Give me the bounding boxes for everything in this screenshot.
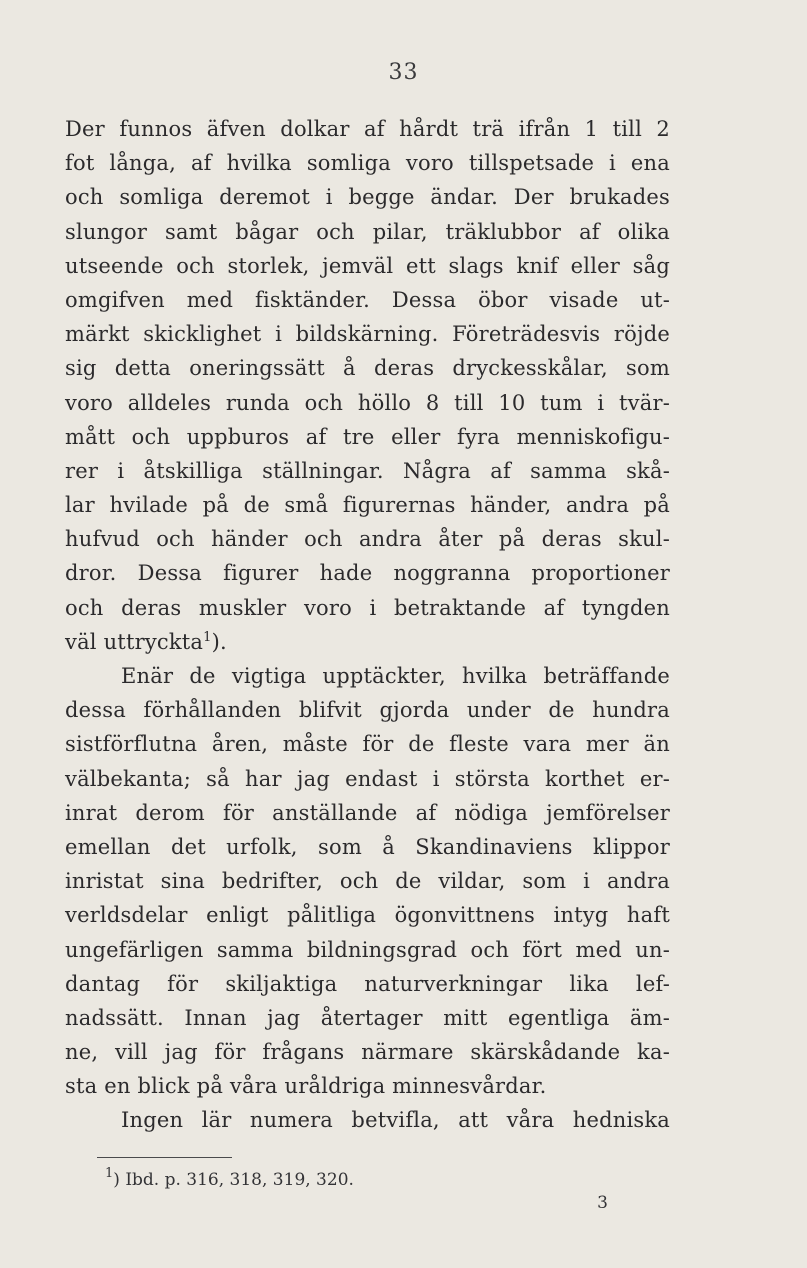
text-line-content: Der funnos äfven dolkar af hårdt trä ifrån 1 till 2	[65, 117, 670, 141]
footnote-marker: 1	[105, 1166, 114, 1181]
signature-mark: 3	[597, 1193, 608, 1213]
text-line-content: ne, vill jag för frågans närmare skärskådande ka-	[65, 1040, 670, 1065]
text-line	[65, 146, 670, 180]
text-line	[65, 386, 670, 420]
text-line-content: utseende och storlek, jemväl ett slags knif eller såg	[65, 253, 670, 278]
text-line	[65, 454, 670, 488]
text-line	[65, 215, 670, 249]
text-line	[65, 1035, 670, 1069]
text-line-content: rer i åtskilliga ställningar. Några af samma skå-	[65, 458, 670, 483]
text-line-content: hufvud och händer och andra åter på deras skul-	[65, 527, 670, 552]
text-line	[65, 112, 670, 146]
text-line-content: och deras muskler voro i betraktande af tyngden	[65, 595, 670, 620]
text-line-content: dror. Dessa figurer hade noggranna proportioner	[65, 561, 670, 586]
text-line	[65, 762, 670, 796]
text-line-content: sig detta oneringssätt å deras dryckesskålar, som	[65, 356, 670, 381]
text-line-content: Ingen lär numera betvifla, att våra hedniska	[121, 1108, 670, 1133]
text-line-content: inristat sina bedrifter, och de vildar, som i andra	[65, 869, 670, 894]
text-line	[65, 249, 670, 283]
text-line-content: väl uttryckta	[65, 629, 204, 654]
text-line	[65, 898, 670, 932]
text-line-content: och somliga deremot i begge ändar. Der brukades	[65, 185, 670, 210]
text-line-content: inrat derom för anställande af nödiga jemförelser	[65, 800, 670, 825]
footnote-rule	[97, 1157, 232, 1158]
text-line-content: slungor samt bågar och pilar, träklubbor af olika	[65, 219, 670, 244]
text-line	[65, 830, 670, 864]
text-line-content: ungefärligen samma bildningsgrad och fört med un-	[65, 937, 670, 962]
text-line	[65, 283, 670, 317]
text-line-suffix: ).	[211, 629, 227, 654]
text-line-content: sistförflutna åren, måste för de fleste vara mer än	[65, 732, 670, 757]
text-line-content: Enär de vigtiga upptäckter, hvilka beträffande	[121, 664, 670, 688]
footnote	[105, 1168, 354, 1192]
text-line	[65, 1103, 670, 1137]
text-line-content: märkt skicklighet i bildskärning. Företrädesvis röjde	[65, 322, 670, 347]
text-line-content: voro alldeles runda och höllo 8 till 10 tum i tvär-	[65, 390, 670, 415]
text-line-content: fot långa, af hvilka somliga voro tillspetsade i ena	[65, 151, 670, 176]
text-line	[65, 659, 670, 693]
text-line-content: sta en blick på våra uråldriga minnesvårdar.	[65, 1074, 547, 1099]
text-line	[65, 693, 670, 727]
text-line	[65, 967, 670, 1001]
text-line-content: dessa förhållanden blifvit gjorda under de hundra	[65, 698, 670, 723]
text-line-content: lar hvilade på de små figurernas händer, andra på	[65, 493, 670, 518]
text-line-content: mått och uppburos af tre eller fyra menniskofigu-	[65, 424, 670, 449]
text-line	[65, 933, 670, 967]
page-number: 33	[388, 60, 419, 85]
text-line-content: verldsdelar enligt pålitliga ögonvittnens intyg haft	[65, 903, 670, 928]
body-text	[65, 112, 670, 1138]
text-line	[65, 351, 670, 385]
text-line-content: nadssätt. Innan jag återtager mitt egentliga äm-	[65, 1005, 670, 1030]
footnote-text: ) Ibd. p. 316, 318, 319, 320.	[113, 1170, 354, 1190]
text-line	[65, 522, 670, 556]
text-line	[65, 488, 670, 522]
text-line-content: omgifven med fisktänder. Dessa öbor visade ut-	[65, 287, 670, 312]
text-line	[65, 625, 670, 659]
text-line-content: emellan det urfolk, som å Skandinaviens klippor	[65, 834, 670, 859]
footnote-reference: 1	[203, 629, 212, 645]
text-line	[65, 420, 670, 454]
text-line	[65, 1001, 670, 1035]
text-line	[65, 180, 670, 214]
text-line	[65, 796, 670, 830]
text-line	[65, 727, 670, 761]
text-line	[65, 864, 670, 898]
text-line	[65, 1069, 670, 1103]
text-line	[65, 556, 670, 590]
text-line	[65, 591, 670, 625]
text-line-content: dantag för skiljaktiga naturverkningar lika lef-	[65, 971, 670, 996]
text-line-content: välbekanta; så har jag endast i största korthet er-	[65, 766, 670, 791]
text-line	[65, 317, 670, 351]
